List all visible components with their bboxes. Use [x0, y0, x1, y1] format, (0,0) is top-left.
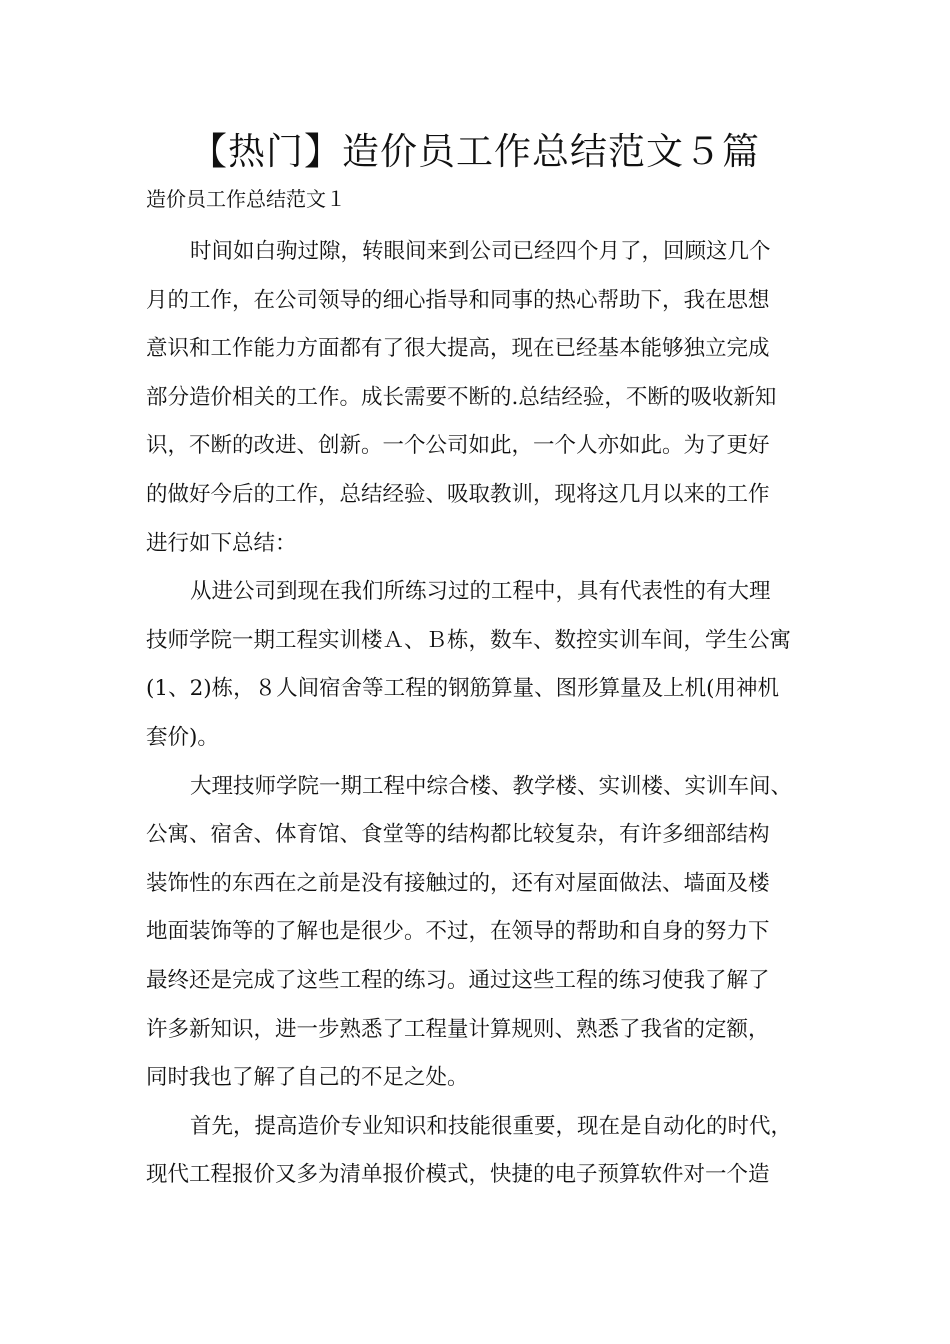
text-line: 装饰性的东西在之前是没有接触过的，还有对屋面做法、墙面及楼	[146, 870, 770, 896]
text-line: 进行如下总结：	[146, 530, 297, 556]
text-line: 月的工作，在公司领导的细心指导和同事的热心帮助下，我在思想	[146, 287, 770, 313]
paragraph	[146, 568, 806, 762]
text-line: 许多新知识，进一步熟悉了工程量计算规则、熟悉了我省的定额，	[146, 1016, 770, 1042]
text-line: 大理技师学院一期工程中综合楼、教学楼、实训楼、实训车间、	[190, 773, 793, 799]
paragraph	[146, 763, 806, 1103]
text-line: 同时我也了解了自己的不足之处。	[146, 1065, 469, 1091]
text-line: 技师学院一期工程实训楼Ａ、Ｂ栋，数车、数控实训车间，学生公寓	[146, 627, 792, 653]
text-line: 地面装饰等的了解也是很少。不过，在领导的帮助和自身的努力下	[146, 919, 770, 945]
text-line: (1、2)栋，８人间宿舍等工程的钢筋算量、图形算量及上机(用神机	[146, 676, 780, 702]
paragraph	[146, 228, 806, 568]
text-line: 套价)。	[146, 724, 219, 750]
text-line: 部分造价相关的工作。成长需要不断的.总结经验，不断的吸收新知	[146, 384, 777, 410]
text-line: 首先，提高造价专业知识和技能很重要，现在是自动化的时代，	[190, 1113, 793, 1139]
text-line: 意识和工作能力方面都有了很大提高，现在已经基本能够独立完成	[146, 336, 770, 362]
text-line: 现代工程报价又多为清单报价模式，快捷的电子预算软件对一个造	[146, 1162, 770, 1188]
text-line: 的做好今后的工作，总结经验、吸取教训，现将这几月以来的工作	[146, 481, 770, 507]
document-body	[146, 228, 806, 1200]
text-line: 最终还是完成了这些工程的练习。通过这些工程的练习使我了解了	[146, 967, 770, 993]
text-line: 识，不断的改进、创新。一个公司如此，一个人亦如此。为了更好	[146, 433, 770, 459]
text-line: 时间如白驹过隙，转眼间来到公司已经四个月了，回顾这几个	[190, 239, 771, 264]
text-line: 从进公司到现在我们所练习过的工程中，具有代表性的有大理	[190, 579, 771, 605]
section-heading: 造价员工作总结范文１	[146, 187, 346, 211]
text-line: 公寓、宿舍、体育馆、食堂等的结构都比较复杂，有许多细部结构	[146, 822, 770, 848]
document-title: 【热门】造价员工作总结范文５篇	[190, 130, 760, 173]
paragraph	[146, 1103, 806, 1200]
